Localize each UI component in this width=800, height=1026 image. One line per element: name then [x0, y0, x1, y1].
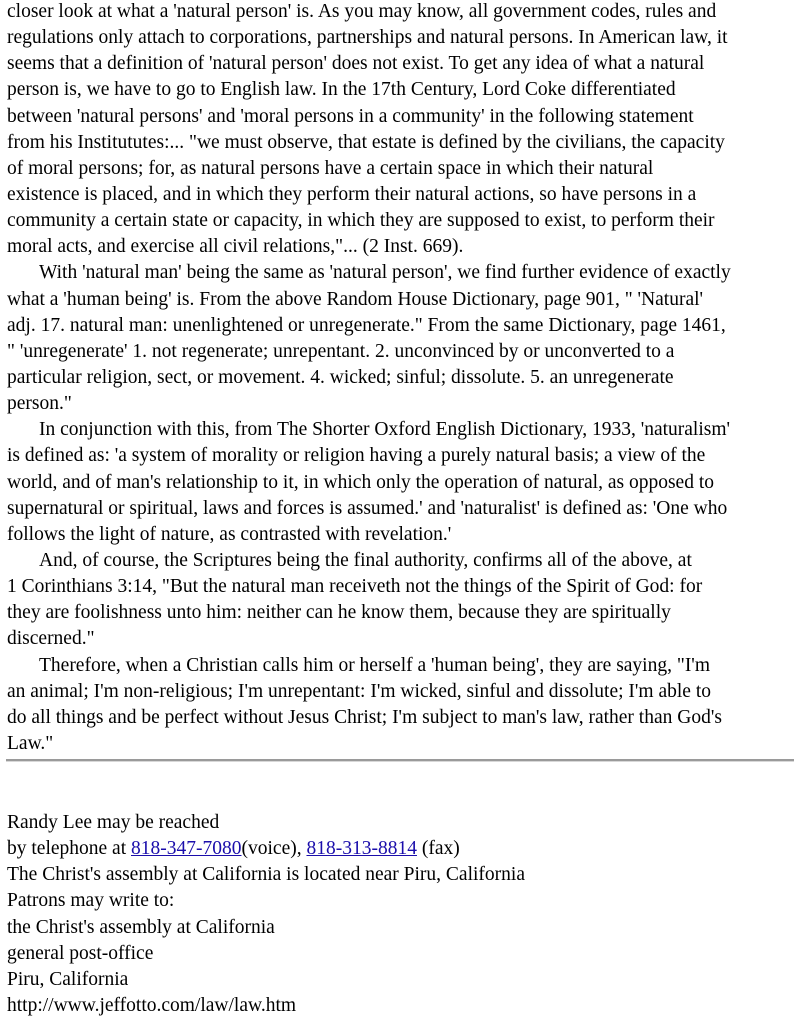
text-line: regulations only attach to corporations, partnerships and natural persons. In American law, it	[7, 27, 728, 49]
text-line: world, and of man's relationship to it, in which only the operation of natural, as opposed to	[7, 471, 714, 493]
text-line: follows the light of nature, as contrasted with revelation.'	[7, 523, 452, 545]
text-line: community a certain state or capacity, in which they are supposed to exist, to perform their	[7, 210, 715, 232]
text-line: person."	[7, 393, 72, 415]
voice-label: (voice),	[241, 838, 307, 860]
text-line: seems that a definition of 'natural person' does not exist. To get any idea of what a natural	[7, 53, 705, 75]
address-line-3: Piru, California	[7, 968, 129, 990]
write-to-line: Patrons may write to:	[7, 890, 175, 912]
voice-phone-link[interactable]: 818-347-7080	[131, 838, 242, 860]
text-line: of moral persons; for, as natural persons have a certain space in which their natural	[7, 157, 654, 179]
text-line: 1 Corinthians 3:14, "But the natural man receiveth not the things of the Spirit of God: for	[7, 576, 703, 598]
text-line: from his Institututes:... "we must observe, that estate is defined by the civilians, the capacity	[7, 131, 725, 153]
text-line: is defined as: 'a system of morality or religion having a purely natural basis; a view of the	[7, 445, 706, 467]
text-line: Law."	[7, 732, 54, 754]
text-line: Therefore, when a Christian calls him or herself a 'human being', they are saying, "I'm	[39, 654, 710, 676]
text-line: an animal; I'm non-religious; I'm unrepentant: I'm wicked, sinful and dissolute; I'm able to	[7, 680, 711, 702]
text-line: do all things and be perfect without Jesus Christ; I'm subject to man's law, rather than God's	[7, 706, 722, 728]
text-line: " 'unregenerate' 1. not regenerate; unrepentant. 2. unconvinced by or unconverted to a	[7, 340, 675, 362]
text-line: particular religion, sect, or movement. 4. wicked; sinful; dissolute. 5. an unregenerate	[7, 366, 674, 388]
source-url: http://www.jeffotto.com/law/law.htm	[7, 994, 297, 1016]
text-line: In conjunction with this, from The Shorter Oxford English Dictionary, 1933, 'naturalism'	[39, 419, 731, 441]
text-line: what a 'human being' is. From the above Random House Dictionary, page 901, " 'Natural'	[7, 288, 704, 310]
text-line: moral acts, and exercise all civil relations,"... (2 Inst. 669).	[7, 236, 464, 258]
text-line: person is, we have to go to English law. In the 17th Century, Lord Coke differentiated	[7, 79, 676, 101]
text-line: And, of course, the Scriptures being the final authority, confirms all of the above, at	[39, 549, 692, 571]
text-line: between 'natural persons' and 'moral persons in a community' in the following statement	[7, 105, 694, 127]
text-line: closer look at what a 'natural person' is. As you may know, all government codes, rules and	[7, 1, 717, 22]
text-line: they are foolishness unto him: neither can he know them, because they are spiritually	[7, 602, 671, 624]
text-line: existence is placed, and in which they perform their natural actions, so have persons in a	[7, 183, 697, 205]
address-line-1: the Christ's assembly at California	[7, 916, 275, 938]
horizontal-rule	[6, 759, 794, 762]
location-line: The Christ's assembly at California is located near Piru, California	[7, 864, 525, 886]
fax-phone-link[interactable]: 818-313-8814	[306, 838, 417, 860]
text-line: With 'natural man' being the same as 'natural person', we find further evidence of exactly	[39, 262, 731, 284]
telephone-label: by telephone at	[7, 838, 131, 860]
address-line-2: general post-office	[7, 942, 154, 964]
fax-label: (fax)	[416, 838, 460, 860]
contact-footer	[7, 810, 525, 1019]
telephone-line	[7, 836, 525, 862]
text-line: adj. 17. natural man: unenlightened or unregenerate." From the same Dictionary, page 1461,	[7, 314, 726, 336]
text-line: discerned."	[7, 628, 95, 650]
contact-intro: Randy Lee may be reached	[7, 812, 220, 833]
article-body	[7, 0, 797, 757]
text-line: supernatural or spiritual, laws and forces is assumed.' and 'naturalist' is defined as: 'One who	[7, 497, 728, 519]
